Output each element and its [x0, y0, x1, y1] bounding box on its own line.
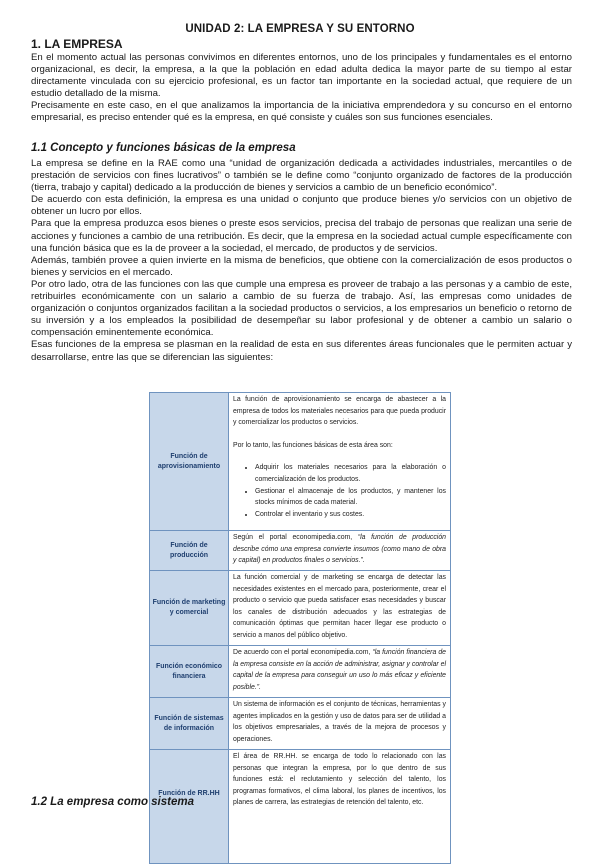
paragraph: Para que la empresa produzca esos bienes o preste esos servicios, precisa del trabajo de personas que realizan una serie de acciones y funciones a cambio de una retribución. Es decir, que la empresa en la sociedad actual cumple específicamente con una función básica que es la de proveer a la sociedad, el mercado, de productos y de servicios.: [31, 218, 572, 254]
paragraph: La empresa se define en la RAE como una “unidad de organización dedicada a actividades industriales, mercantiles o de prestación de servicios con fines lucrativos” o también se le define como “conjunto organizado de factores de la producción (tierra, trabajo y capital) dedicado a la producción de bienes y servicios a cambio de un beneficio económico”.: [31, 158, 572, 194]
section-1-heading: 1. LA EMPRESA: [31, 37, 123, 51]
list-item: • Gestionar el almacenaje de los productos, y mantener los stocks mínimos de cada material.: [255, 486, 446, 509]
section-1-1-body: [31, 158, 572, 364]
functions-table: [149, 392, 451, 864]
function-label: Función de RR.HH: [150, 750, 229, 864]
section-1-1-heading: 1.1 Concepto y funciones básicas de la empresa: [31, 142, 296, 154]
quote-text: “la función financiera de la empresa consiste en la acción de administrar, asignar y controlar el capital de la empresa para conseguir un uso lo más eficaz y eficiente posible.”.: [233, 649, 446, 691]
table-row: [150, 393, 451, 531]
function-description: Un sistema de información es el conjunto de técnicas, herramientas y agentes implicados en la gestión y uso de datos para ser de utilidad a los objetivos empresariales, a través de la mejora de procesos y operaciones.: [229, 698, 451, 750]
function-label: Función económico financiera: [150, 646, 229, 698]
paragraph: De acuerdo con esta definición, la empresa es una unidad o conjunto que produce bienes y/o servicios con un objetivo de obtener un lucro por ellos.: [31, 194, 572, 218]
bullet-list: [233, 462, 446, 520]
function-description: [229, 646, 451, 698]
table-row: [150, 531, 451, 571]
description-text: Por lo tanto, las funciones básicas de esta área son:: [233, 441, 393, 449]
function-description: [229, 531, 451, 571]
page-title: UNIDAD 2: LA EMPRESA Y SU ENTORNO: [185, 23, 415, 35]
paragraph: Además, también provee a quien invierte en la misma de beneficios, que obtiene con la comercialización de esos productos o bienes y servicios en el mercado.: [31, 254, 572, 278]
function-description: [229, 393, 451, 531]
paragraph: En el momento actual las personas convivimos en diferentes entornos, uno de los principales y fundamentales es el entorno organizacional, es decir, la empresa, a la que la población en edad adulta dedica la mayor parte de su tiempo al estar directamente vinculada con su ejercicio profesional, es un factor tan importante en la sociedad actual, que requiere de un estudio detallado de la misma.: [31, 52, 572, 100]
description-text: De acuerdo con el portal economipedia.com,: [233, 649, 373, 656]
function-label: Función de sistemas de información: [150, 698, 229, 750]
section-1-body: [31, 52, 572, 125]
table-row: [150, 698, 451, 750]
section-1-2-heading: 1.2 La empresa como sistema: [31, 796, 194, 808]
function-label: Función de aprovisionamiento: [150, 393, 229, 531]
paragraph: Esas funciones de la empresa se plasman en la realidad de esta en sus diferentes áreas funcionales que le permiten actuar y desarrollarse, entre las que se diferencian las siguientes:: [31, 339, 572, 363]
description-text: Según el portal economipedia.com,: [233, 534, 358, 541]
table-row: [150, 750, 451, 864]
description-text: La función de aprovisionamiento se encarga de abastecer a la empresa de todos los materiales necesarios para que pueda producir y comercializar los productos o servicios.: [233, 396, 446, 427]
list-item: • Adquirir los materiales necesarios para la elaboración o comercialización de los productos.: [255, 462, 446, 485]
table-row: [150, 646, 451, 698]
function-description: La función comercial y de marketing se encarga de detectar las necesidades existentes en el mercado para, posteriormente, crear el producto o servicio que pueda satisfacer esas necesidades y buscar los canales de distribución adecuados y las estrategias de comunicación óptimas que permitan hacer llegar ese producto o servicio a manos del público objetivo.: [229, 571, 451, 646]
list-item: • Controlar el inventario y sus costes.: [255, 509, 446, 521]
table-row: [150, 571, 451, 646]
function-label: Función de producción: [150, 531, 229, 571]
quote-text: “la función de producción describe cómo una empresa convierte insumos (como mano de obra y capital) en productos finales o servicios.”.: [233, 534, 446, 565]
paragraph: Precisamente en este caso, en el que analizamos la importancia de la iniciativa emprendedora y su concurso en el entorno empresarial, es preciso entender qué es la empresa, en qué consiste y cuáles son sus funciones esenciales.: [31, 100, 572, 124]
function-label: Función de marketing y comercial: [150, 571, 229, 646]
paragraph: Por otro lado, otra de las funciones con las que cumple una empresa es proveer de trabajo a las personas y a cambio de este, retribuirles económicamente con un salario a cambio de su fuerza de trabajo. Así, las empresas como unidades de organización o conjuntos organizados facilitan a la sociedad productos o servicios, a los empresarios un beneficio o retorno de su inversión y a los empleados la posibilidad de desempeñar su labor profesional y de obtener a cambio un salario o compensación eminentemente económica.: [31, 278, 572, 339]
function-description: El área de RR.HH. se encarga de todo lo relacionado con las personas que integran la empresa, por lo que dentro de sus funciones está: el reclutamiento y selección del talento, los programas formativos, el clima laboral, los planes de incentivos, los planes de carrera, las estrategias de retención del talento, etc.: [229, 750, 451, 864]
